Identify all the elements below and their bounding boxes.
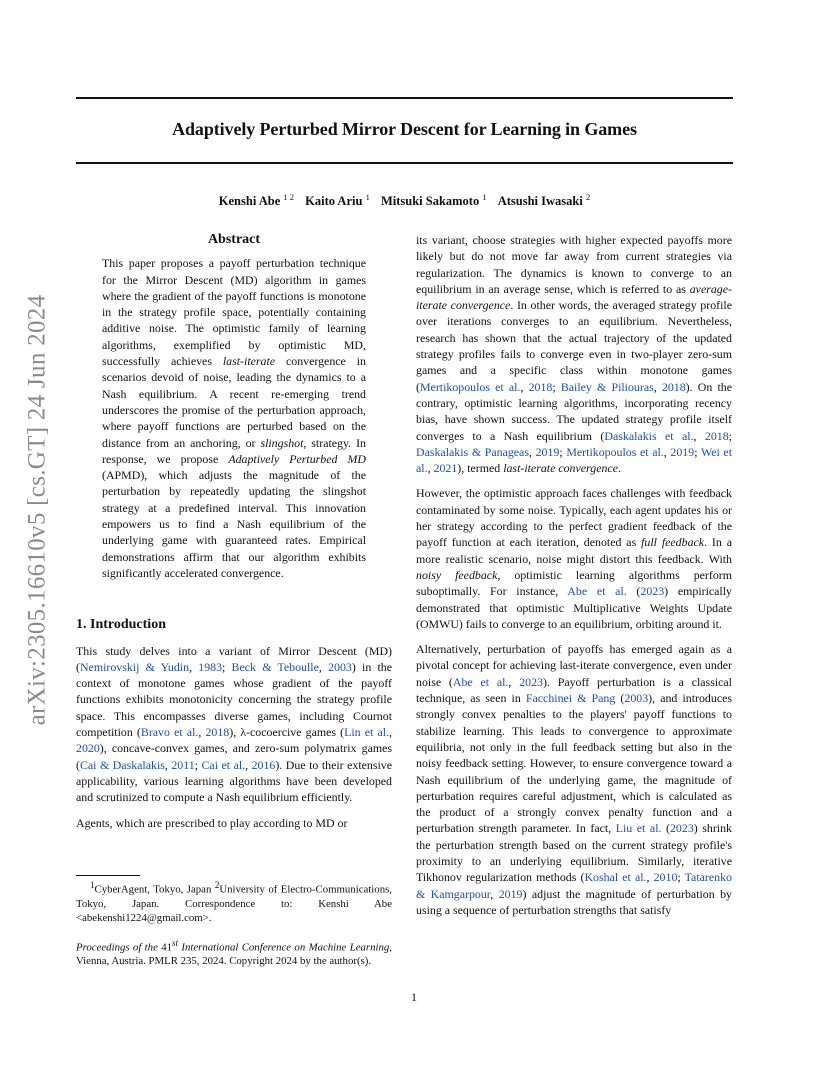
emphasis: noisy feedback [416, 567, 498, 582]
citation-link[interactable]: 2020 [76, 741, 100, 756]
superscript: 2 [214, 880, 220, 890]
citation-link[interactable]: 2018 [205, 725, 230, 740]
citation-link[interactable]: Abe et al. [452, 674, 509, 689]
abstract-text: This paper proposes a payoff perturbation technique for the Mirror Descent (MD) algorithm in games where the gradient of the payoff functions is monotone in the strategy profile space, potentially containing additive noise. The optimistic family of learning algorithms, exemplified by optimistic MD, successfully achieves last-iterate convergence in scenarios devoid of noise, leading the dynamics to a Nash equilibrium. A recent re-emerging trend underscores the promise of the perturbation approach, where payoff functions are perturbed based on the distance from an anchoring, or slingshot, strategy. In response, we propose Adaptively Perturbed MD (APMD), which adjusts the magnitude of the perturbation by repeatedly updating the slingshot strategy at a predefined interval. This innovation empowers us to find a Nash equilibrium of the underlying game with guaranteed rates. Empirical demonstrations affirm that our algorithm exhibits significantly accelerated convergence. [102, 256, 366, 580]
citation-link[interactable]: Tatarenko & Kamgarpour [416, 870, 732, 901]
citation-link[interactable]: 2011 [171, 757, 195, 772]
citation-link[interactable]: 2018 [704, 428, 729, 443]
emphasis: full feedback [641, 535, 705, 550]
left-column [76, 232, 392, 840]
citation-link[interactable]: 2023 [669, 821, 694, 836]
arxiv-stamp [12, 290, 62, 730]
citation-link[interactable]: 1983 [198, 659, 223, 674]
citation-link[interactable]: 2023 [519, 674, 543, 689]
citation-link[interactable]: Facchinei & Pang [525, 691, 616, 706]
citation-link[interactable]: 2019 [498, 886, 523, 901]
abstract-heading: Abstract [207, 232, 261, 247]
citation-link[interactable]: 2019 [670, 444, 695, 459]
emphasis: Adaptively Perturbed MD [228, 451, 366, 466]
citation-link[interactable]: Lin et al. [344, 725, 390, 740]
citation-link[interactable]: Koshal et al. [584, 870, 647, 885]
citation-link[interactable]: Cai et al. [201, 757, 246, 772]
citation-link[interactable]: 2023 [640, 584, 665, 599]
superscript: st [172, 937, 179, 948]
page-number: 1 [411, 990, 417, 1004]
citation-link[interactable]: Daskalakis et al. [604, 428, 694, 443]
footnote-affiliations: $^1$CyberAgent, Tokyo, Japan $^2$University of Electro-Communications, Tokyo, Japan. Correspondence to: Kenshi Abe <abekenshi1224@gmail.com>. [76, 880, 393, 924]
citation-link[interactable]: 2018 [528, 379, 553, 394]
citation-link[interactable]: Mertikopoulos et al. [419, 379, 521, 394]
plain-text: 41 [161, 941, 173, 954]
citation-link[interactable]: Abe et al. [567, 584, 627, 599]
citation-link[interactable]: 2003 [328, 659, 352, 674]
citation-link[interactable]: Beck & Teboulle [231, 659, 319, 674]
emphasis: slingshot [260, 435, 304, 450]
citation-link[interactable]: Bailey & Piliouras [560, 379, 654, 394]
title-bottom-rule [76, 162, 733, 164]
abstract-body [76, 255, 392, 581]
citation-link[interactable]: Mertikopoulos et al. [566, 444, 664, 459]
right-column [416, 232, 732, 927]
author-affiliation-mark: 1 [482, 192, 487, 202]
footnote-rule [76, 875, 140, 876]
intro-paragraph-1: This study delves into a variant of Mirror Descent (MD) (Nemirovskij & Yudin, 1983; Beck & Teboulle, 2003) in the context of monotone games whose gradient of the payoff functions exhibits monotonicity concerning the strategy profile space. This encompasses diverse games, including Cournot competition (Bravo et al., 2018), λ-cocoercive games (Lin et al., 2020), concave-convex games, and zero-sum polymatrix games (Cai & Daskalakis, 2011; Cai et al., 2016). Due to their extensive applicability, various learning algorithms have been developed and scrutinized to compute a Nash equilibrium efficiently. [76, 643, 393, 805]
citation-link[interactable]: 2019 [535, 444, 560, 459]
title-top-rule [76, 97, 733, 99]
citation-link[interactable]: 2010 [653, 870, 678, 885]
paper-title: Adaptively Perturbed Mirror Descent for Learning in Games [172, 119, 637, 139]
emphasis: average-iterate convergence [416, 281, 732, 313]
citation-link[interactable]: Daskalakis & Panageas [416, 444, 529, 459]
plain-text: , Vienna, Austria. PMLR 235, 2024. Copyright 2024 by the author(s). [76, 941, 392, 968]
intro-paragraph-3: However, the optimistic approach faces challenges with feedback contaminated by some noise. Typically, each agent updates his or her strategy according to the perfect gradient feedback of the payoff function at each iteration, denoted as full feedback. In a more realistic scenario, noise might distort this feedback. With noisy feedback, optimistic learning algorithms perform suboptimally. For instance, Abe et al. (2023) empirically demonstrated that optimistic Multiplicative Weights Update (OMWU) fails to converge to an equilibrium, orbiting around it. [416, 486, 732, 631]
author-list [76, 192, 733, 209]
citation-link[interactable]: Wei et al. [416, 444, 733, 476]
superscript: 1 [90, 880, 95, 890]
author-name: Kaito Ariu $^1$ [305, 192, 370, 209]
author-name: Kenshi Abe $^{1 2}$ [218, 192, 295, 209]
author-affiliation-mark: 1 2 [283, 192, 295, 202]
author-name: Mitsuki Sakamoto $^1$ [380, 192, 487, 209]
intro-paragraph-2-continued: its variant, choose strategies with higher expected payoffs more likely but do not move far away from current strategies via regularization. The dynamics is known to converge to an equilibrium in an average sense, which is referred to as average-iterate convergence. In other words, the averaged strategy profile over iterations converges to an equilibrium. Nevertheless, research has shown that the actual trajectory of the updated strategy profiles fails to converge even in two-player zero-sum games and a specific class within monotone games (Mertikopoulos et al., 2018; Bailey & Piliouras, 2018). On the contrary, optimistic learning algorithms, incorporating recency bias, have shown success. The updated strategy profile itself converges to a Nash equilibrium (Daskalakis et al., 2018; Daskalakis & Panageas, 2019; Mertikopoulos et al., 2019; Wei et al., 2021), termed last-iterate convergence. [416, 233, 733, 476]
intro-paragraph-2: Agents, which are prescribed to play according to MD or [76, 815, 348, 830]
citation-link[interactable]: Liu et al. [615, 821, 662, 836]
intro-paragraph-4: Alternatively, perturbation of payoffs has emerged again as a pivotal concept for achieving last-iterate convergence, even under noise (Abe et al., 2023). Payoff perturbation is a classical technique, as seen in Facchinei & Pang (2003), and introduces strongly convex penalties to the players' payoff functions to stabilize learning. This leads to convergence to approximate equilibria, not only in the full feedback setting but also in the noisy feedback setting. However, to ensure convergence toward a Nash equilibrium of the underlying game, the magnitude of perturbation requires careful adjustment, which is calculated as the product of a strongly convex penalty function and a perturbation strength parameter. In fact, Liu et al. (2023) shrink the perturbation strength based on the current strategy profile's proximity to an underlying equilibrium. Similarly, iterative Tikhonov regularization methods (Koshal et al., 2010; Tatarenko & Kamgarpour, 2019) adjust the magnitude of perturbation by using a sequence of perturbation strengths that satisfy [416, 642, 733, 917]
introduction-heading: 1. Introduction [76, 617, 166, 633]
author-affiliation-mark: 2 [585, 192, 591, 202]
author-name: Atsushi Iwasaki $^2$ [497, 192, 591, 209]
citation-link[interactable]: 2003 [624, 691, 649, 706]
citation-link[interactable]: 2016 [251, 757, 276, 772]
citation-link[interactable]: 2018 [661, 379, 686, 394]
citation-link[interactable]: Bravo et al. [140, 725, 199, 740]
footnotes [76, 875, 392, 968]
emphasis: last-iterate [222, 354, 276, 369]
footnote-proceedings: Proceedings of the 41st International Conference on Machine Learning, Vienna, Austria. PMLR 235, 2024. Copyright 2024 by the author(s). [76, 937, 392, 968]
citation-link[interactable]: Cai & Daskalakis [79, 757, 165, 772]
citation-link[interactable]: Nemirovskij & Yudin [79, 659, 190, 674]
emphasis: last-iterate convergence [503, 461, 618, 476]
citation-link[interactable]: 2021 [433, 461, 458, 476]
arxiv-stamp-text: arXiv:2305.16610v5 [cs.GT] 24 Jun 2024 [23, 294, 51, 726]
author-affiliation-mark: 1 [365, 192, 370, 202]
